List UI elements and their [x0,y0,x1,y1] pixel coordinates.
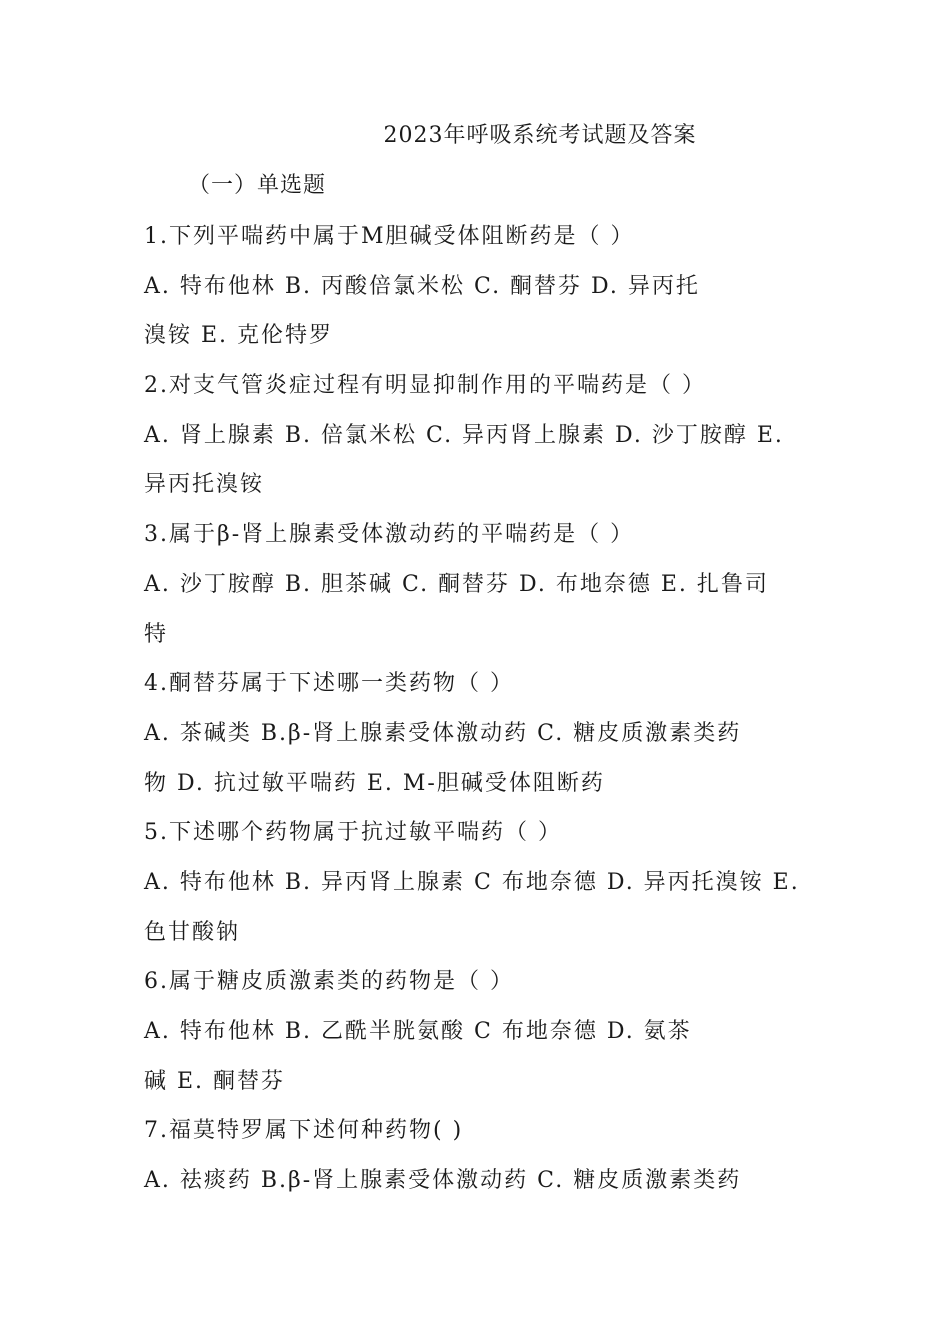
text-line: A. 沙丁胺醇 B. 胆茶碱 C. 酮替芬 D. 布地奈德 E. 扎鲁司 [144,571,769,597]
text-line: 碱 E. 酮替芬 [144,1068,286,1094]
text-line: 溴铵 E. 克伦特罗 [144,323,334,349]
text-line: 4.酮替芬属于下述哪一类药物（ ） [144,671,514,697]
text-line: 3.属于β-肾上腺素受体激动药的平喘药是（ ） [144,522,635,548]
question-list [144,212,824,1206]
text-line: A. 肾上腺素 B. 倍氯米松 C. 异丙肾上腺素 D. 沙丁胺醇 E. [144,422,784,448]
text-line: A. 特布他林 B. 乙酰半胱氨酸 C 布地奈德 D. 氨茶 [144,1019,692,1044]
text-line: 2.对支气管炎症过程有明显抑制作用的平喘药是（ ） [144,373,706,399]
text-line: A. 特布他林 B. 丙酸倍氯米松 C. 酮替芬 D. 异丙托 [144,273,700,299]
text-line: 6.属于糖皮质激素类的药物是（ ） [144,969,514,995]
text-line: 色甘酸钠 [144,919,241,945]
text-line: 异丙托溴铵 [144,472,265,498]
text-line: A. 茶碱类 B.β-肾上腺素受体激动药 C. 糖皮质激素类药 [144,720,742,746]
text-line: 物 D. 抗过敏平喘药 E. M-胆碱受体阻断药 [144,770,605,796]
text-line: 7.福莫特罗属下述何种药物( ) [144,1118,464,1144]
text-line: A. 特布他林 B. 异丙肾上腺素 C 布地奈德 D. 异丙托溴铵 E. [144,869,800,895]
document-title: 2023年呼吸系统考试题及答案 [383,123,697,148]
text-line: 1.下列平喘药中属于M胆碱受体阻断药是（ ） [144,224,635,249]
text-line: 特 [144,621,169,647]
text-line: 5.下述哪个药物属于抗过敏平喘药（ ） [144,820,562,846]
section-heading: （一）单选题 [188,173,327,198]
text-line: A. 祛痰药 B.β-肾上腺素受体激动药 C. 糖皮质激素类药 [144,1168,742,1194]
